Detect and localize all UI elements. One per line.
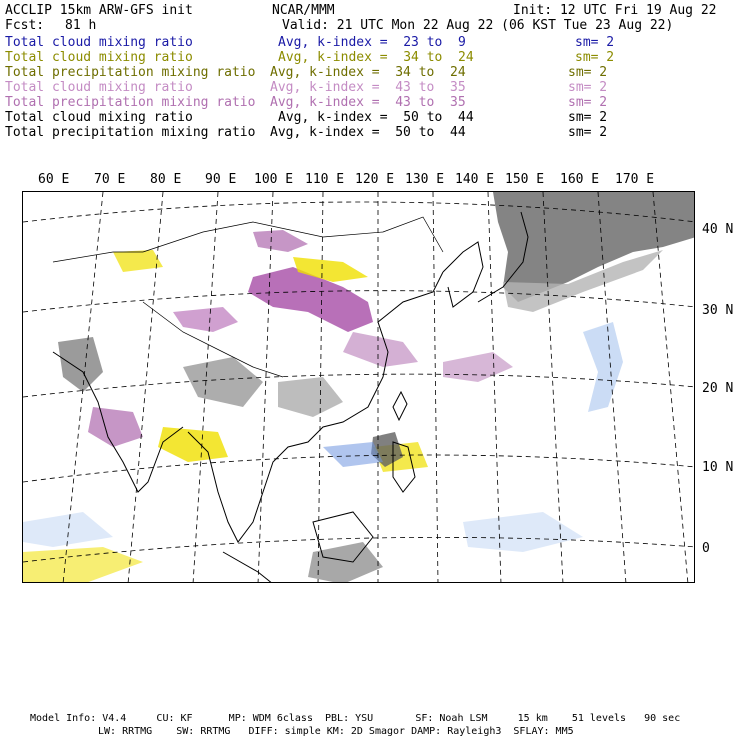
cloud-purple-india <box>88 407 143 447</box>
legend-avg: Avg, k-index = 43 to 35 <box>270 95 466 110</box>
cloud-yellow-south <box>23 547 143 583</box>
lon-130 <box>433 192 438 583</box>
legend-smoothing: sm= 2 <box>568 95 608 110</box>
legend-field: Total precipitation mixing ratio <box>5 65 256 80</box>
latitude-label: 10 N <box>702 460 734 475</box>
cloud-gray-indochina <box>183 357 263 407</box>
cloud-blue-southeast <box>463 512 583 552</box>
legend-avg: Avg, k-index = 34 to 24 <box>270 65 466 80</box>
longitude-label: 170 E <box>615 172 655 187</box>
map-panel <box>22 191 695 583</box>
init-time: Init: 12 UTC Fri 19 Aug 22 <box>513 3 717 18</box>
longitude-label: 110 E <box>305 172 345 187</box>
forecast-hour: 81 h <box>65 18 97 33</box>
legend-avg: Avg, k-index = 50 to 44 <box>278 110 474 125</box>
latitude-label: 40 N <box>702 222 734 237</box>
cloud-yellow-west <box>113 250 163 272</box>
longitude-label: 70 E <box>94 172 126 187</box>
map-title: ACCLIP 15km ARW-GFS init <box>5 3 193 18</box>
map-canvas <box>23 192 695 583</box>
legend-avg: Avg, k-index = 34 to 24 <box>278 50 474 65</box>
longitude-label: 140 E <box>455 172 495 187</box>
cloud-purple-east <box>443 352 513 382</box>
cloud-blue-west <box>23 512 113 547</box>
longitude-label: 120 E <box>355 172 395 187</box>
valid-time: Valid: 21 UTC Mon 22 Aug 22 (06 KST Tue 23 Aug 22) <box>282 18 674 33</box>
cloud-purple-central <box>343 332 418 367</box>
cloud-blue-pacific <box>583 322 623 412</box>
model-info-line1: Model Info: V4.4 CU: KF MP: WDM 6class PBL: YSU SF: Noah LSM 15 km 51 levels 90 sec <box>30 713 681 724</box>
latitude-label: 0 <box>702 541 710 556</box>
latitude-label: 20 N <box>702 381 734 396</box>
cloud-gray-china-south <box>278 377 343 417</box>
longitude-label: 80 E <box>150 172 182 187</box>
cloud-gray-india <box>58 337 103 392</box>
legend-field: Total cloud mixing ratio <box>5 50 193 65</box>
legend-field: Total cloud mixing ratio <box>5 35 193 50</box>
coastline-sumatra <box>223 552 273 583</box>
forecast-label: Fcst: <box>5 18 45 33</box>
longitude-label: 90 E <box>205 172 237 187</box>
latitude-label: 30 N <box>702 303 734 318</box>
cloud-purple-north <box>253 230 308 252</box>
longitude-label: 130 E <box>405 172 445 187</box>
legend-smoothing: sm= 2 <box>575 35 615 50</box>
cloud-blue-scs <box>323 442 383 467</box>
cloud-purple-west <box>173 307 238 332</box>
legend-avg: Avg, k-index = 43 to 35 <box>270 80 466 95</box>
legend-avg: Avg, k-index = 23 to 9 <box>278 35 466 50</box>
legend-smoothing: sm= 2 <box>568 65 608 80</box>
legend-smoothing: sm= 2 <box>568 80 608 95</box>
coastline-taiwan <box>393 392 407 420</box>
legend-avg: Avg, k-index = 50 to 44 <box>270 125 466 140</box>
organization: NCAR/MMM <box>272 3 335 18</box>
coastline-korea <box>443 242 483 307</box>
model-info-line2: LW: RRTMG SW: RRTMG DIFF: simple KM: 2D Smagor DAMP: Rayleigh3 SFLAY: MM5 <box>98 726 574 737</box>
legend-field: Total precipitation mixing ratio <box>5 125 256 140</box>
legend-field: Total cloud mixing ratio <box>5 110 193 125</box>
lon-100 <box>258 192 273 583</box>
legend-smoothing: sm= 2 <box>575 50 615 65</box>
cloud-gray-maritime <box>308 542 383 583</box>
legend-field: Total precipitation mixing ratio <box>5 95 256 110</box>
legend-smoothing: sm= 2 <box>568 110 608 125</box>
longitude-label: 100 E <box>254 172 294 187</box>
cloud-yellow-bay <box>158 427 228 462</box>
legend-field: Total cloud mixing ratio <box>5 80 193 95</box>
longitude-label: 60 E <box>38 172 70 187</box>
longitude-label: 160 E <box>560 172 600 187</box>
longitude-label: 150 E <box>505 172 545 187</box>
legend-smoothing: sm= 2 <box>568 125 608 140</box>
lon-170 <box>653 192 688 583</box>
